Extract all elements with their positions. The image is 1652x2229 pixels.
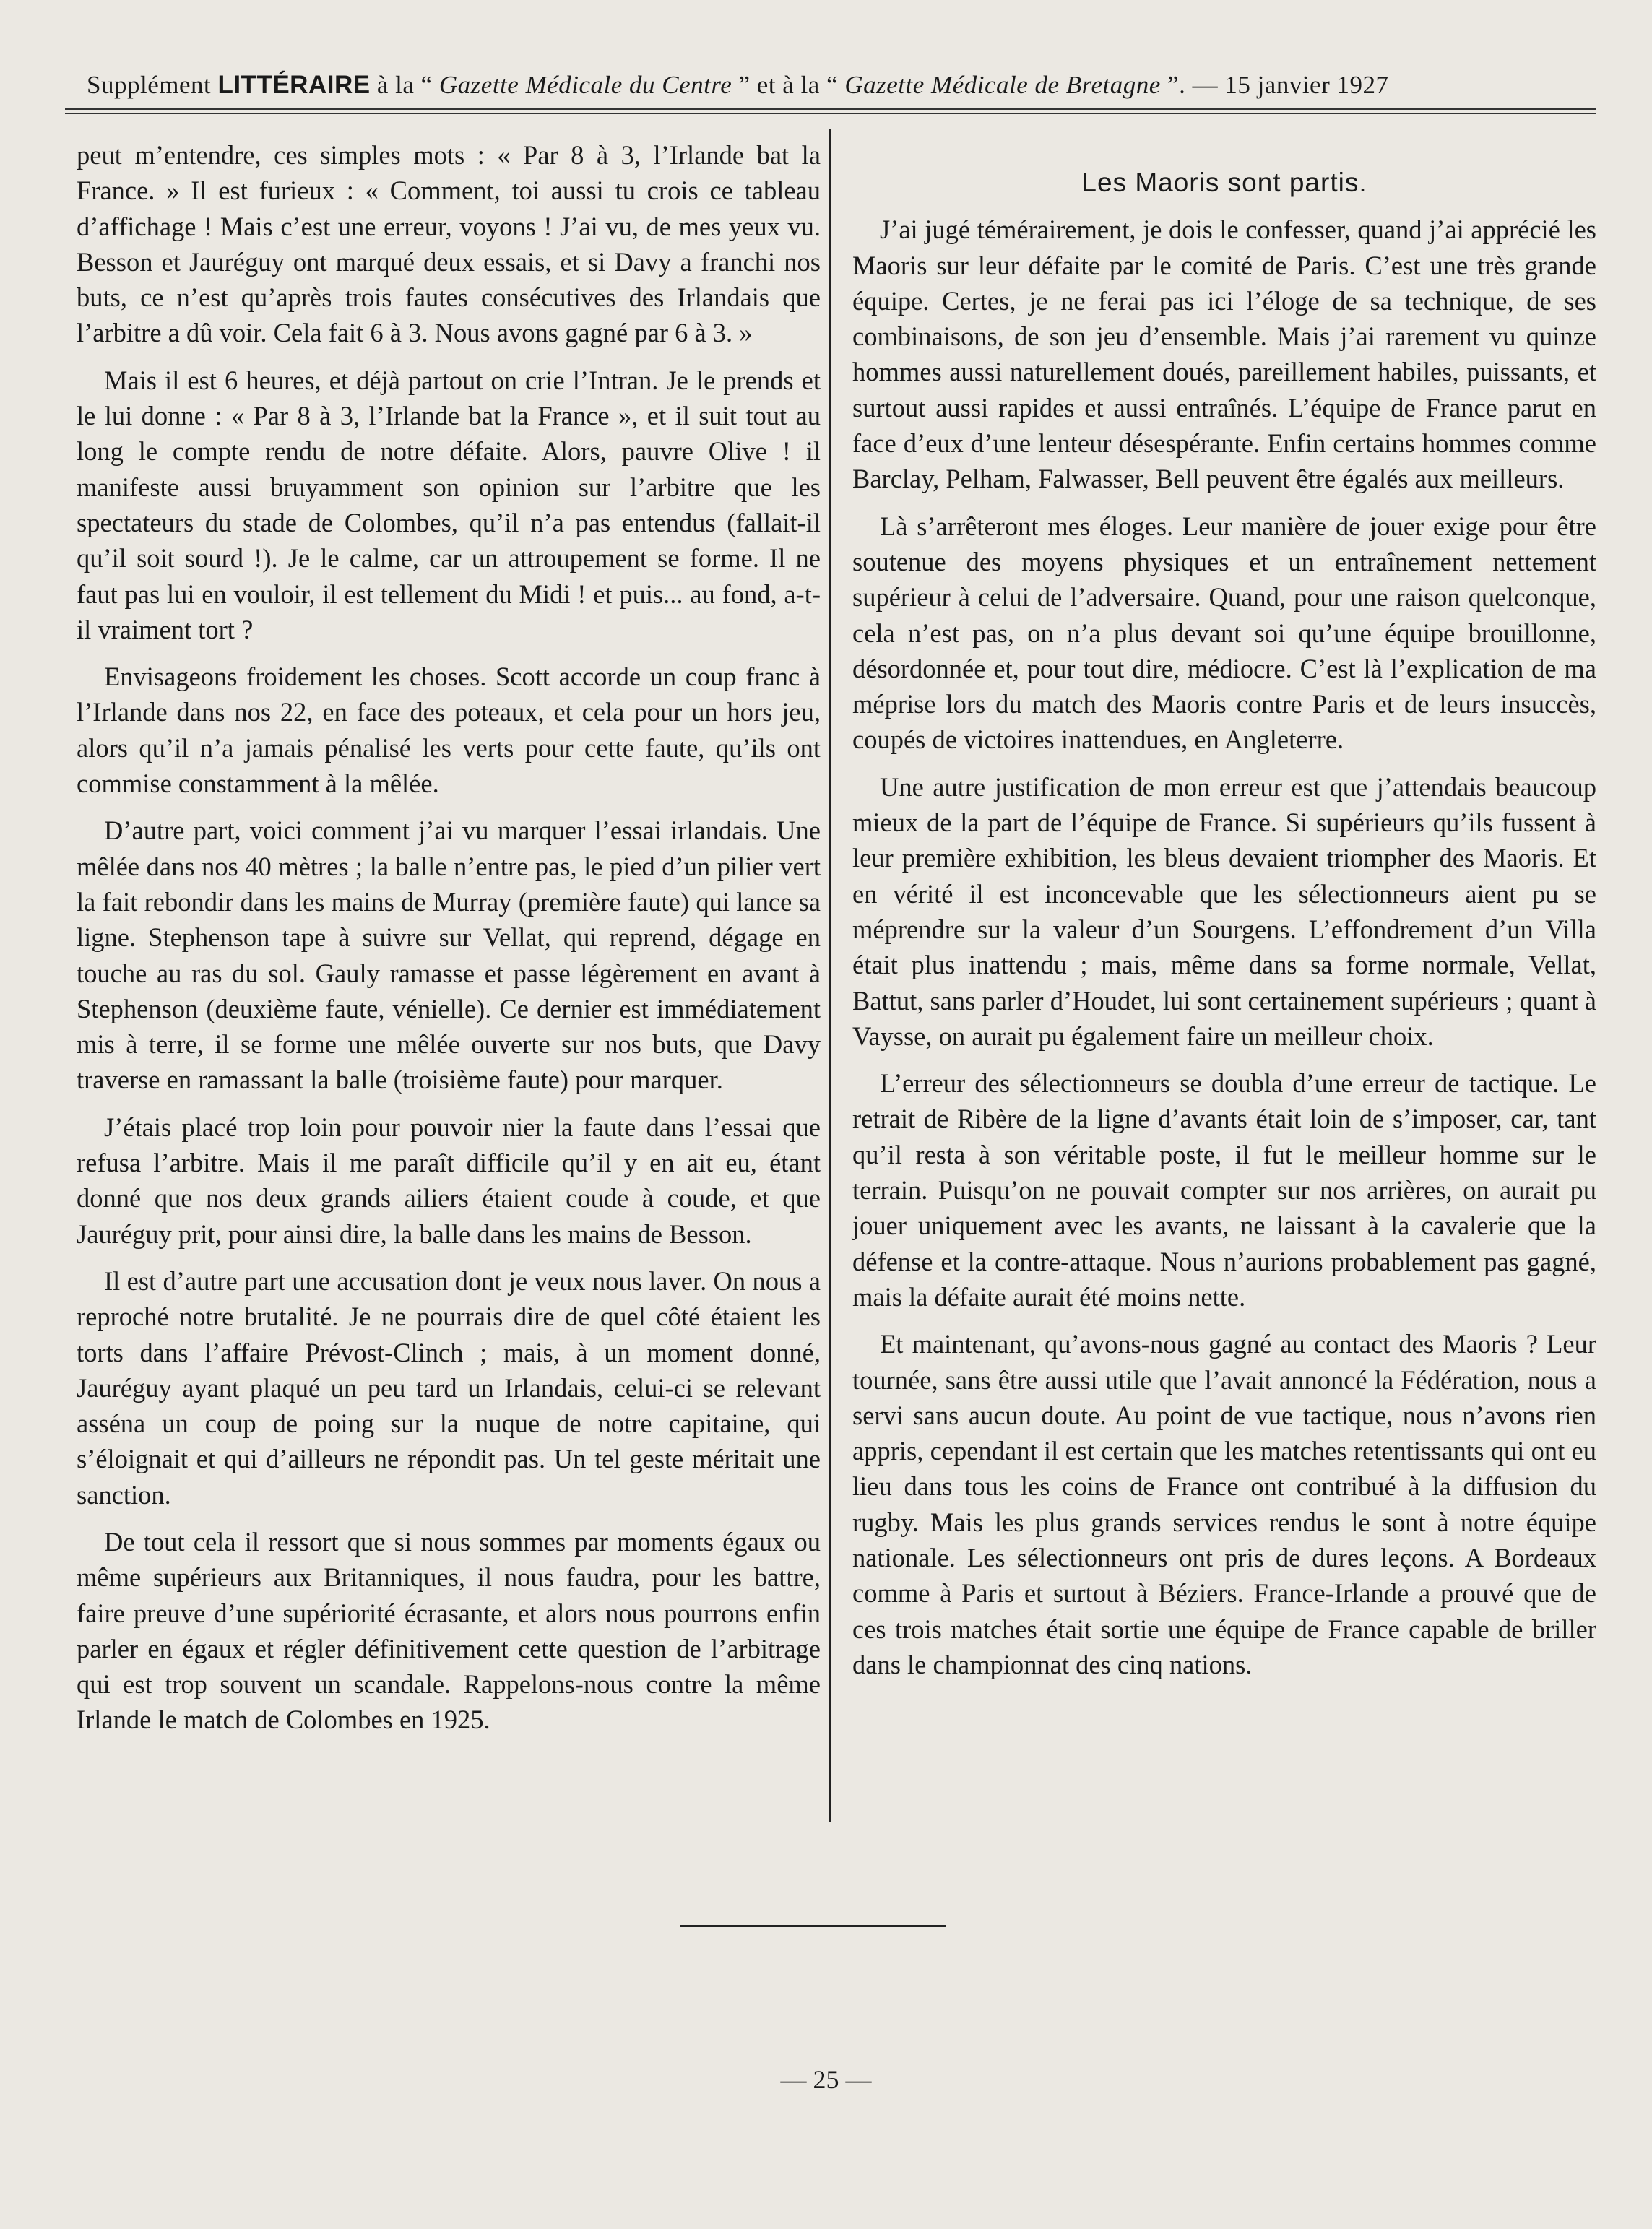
header-rule-top — [65, 108, 1596, 110]
right-paragraph-4: L’erreur des sélectionneurs se doubla d’une erreur de tactique. Le retrait de Ribère de la ligne d’avants était loin de s’imposer, car, tant qu’il resta à son véritable poste, il fut le meilleur homme sur le terrain. Puisqu’on ne pouvait compter sur nos arrières, on aurait pu jouer uniquement avec les avants, ne laissant à la cavalerie que la défense et la contre-attaque. Nous n’aurions probablement pas gagné, mais la défaite aurait été moins nette. — [852, 1068, 1596, 1312]
left-column — [77, 137, 821, 1749]
page-number: — 25 — — [780, 2065, 872, 2094]
right-column — [852, 137, 1596, 1694]
header-mid1: à la “ — [370, 71, 439, 99]
header-date: ”. — 15 janvier 1927 — [1160, 71, 1389, 99]
left-paragraph-6: Il est d’autre part une accusation dont je veux nous laver. On nous a reproché notre brutalité. Je ne pourrais dire de quel côté étaient les torts dans l’affaire Prévost-Clinch ; mais, à un moment donné, Jauréguy ayant plaqué un peu tard un Irlandais, celui-ci se relevant asséna un coup de poing sur la nuque de notre capitaine, qui s’éloignait et qui d’ailleurs ne répondit pas. Un tel geste méritait une sanction. — [77, 1265, 821, 1510]
left-paragraph-4: D’autre part, voici comment j’ai vu marquer l’essai irlandais. Une mêlée dans nos 40 mètres ; la balle n’entre pas, le pied d’un pilier vert la fait rebondir dans les mains de Murray (première faute) qui lance sa ligne. Stephenson tape à suivre sur Vellat, qui reprend, dégage en touche au ras du sol. Gauly ramasse et passe légèrement en avant à Stephenson (deuxième faute, vénielle). Ce dernier est immédiatement mis à terre, il se forme une mêlée ouverte sur nos buts, que Davy traverse en ramassant la balle (troisième faute) pour marquer. — [77, 815, 821, 1095]
header-strong: LITTÉRAIRE — [217, 71, 371, 99]
right-paragraph-5: Et maintenant, qu’avons-nous gagné au contact des Maoris ? Leur tournée, sans être aussi utile que l’avait annoncé la Fédération, nous a servi sans aucun doute. Au point de vue tactique, nous n’avons rien appris, cependant il est certain que les matches retentissants qui ont eu lieu dans tous les coins de France ont contribué à la diffusion du rugby. Mais les plus grands services rendus le sont à notre équipe nationale. Les sélectionneurs ont pris de dures leçons. A Bordeaux comme à Paris et surtout à Béziers. France-Irlande a prouvé que de ces trois matches était sortie une équipe de France capable de briller dans le championnat des cinq nations. — [852, 1329, 1596, 1679]
end-rule — [680, 1925, 946, 1927]
left-paragraph-3: Envisageons froidement les choses. Scott accorde un coup franc à l’Irlande dans nos 22, en face des poteaux, et cela pour un hors jeu, alors qu’il n’a jamais pénalisé les verts pour cette faute, qu’ils ont commise constamment à la mêlée. — [77, 662, 821, 799]
column-divider — [829, 129, 831, 1822]
header-prefix: Supplément — [87, 71, 218, 99]
right-paragraph-1: J’ai jugé témérairement, je dois le confesser, quand j’ai apprécié les Maoris sur leur défaite par le comité de Paris. C’est une très grande équipe. Certes, je ne ferai pas ici l’éloge de sa technique, de ses combinaisons, de son jeu d’ensemble. Mais j’ai rarement vu quinze hommes aussi naturellement doués, pareillement habiles, puissants, et surtout aussi rapides et aussi entraînés. L’équipe de France parut en face d’eux d’une lenteur désespérante. Enfin certains hommes comme Barclay, Pelham, Falwasser, Bell peuvent être égalés aux meilleurs. — [852, 215, 1596, 494]
left-paragraph-7: De tout cela il ressort que si nous sommes par moments égaux ou même supérieurs aux Britanniques, il nous faudra, pour les battre, faire preuve d’une supériorité écrasante, et alors nous pourrons enfin parler en égaux et régler définitivement cette question de l’arbitrage qui est trop souvent un scandale. Rappelons-nous contre la même Irlande le match de Colombes en 1925. — [77, 1526, 821, 1735]
left-paragraph-1: peut m’entendre, ces simples mots : « Par 8 à 3, l’Irlande bat la France. » Il est furieux : « Comment, toi aussi tu crois ce tableau d’affichage ! Mais c’est une erreur, voyons ! J’ai vu, de mes yeux vu. Besson et Jauréguy ont marqué deux essais, et si Davy a franchi nos buts, ce n’est qu’après trois fautes consécutives des Irlandais que l’arbitre a dû voir. Cela fait 6 à 3. Nous avons gagné par 6 à 3. » — [77, 140, 821, 348]
header-rule-bottom — [65, 113, 1596, 114]
header-gazette-bretagne: Gazette Médicale de Bretagne — [844, 71, 1161, 99]
right-paragraph-2: Là s’arrêteront mes éloges. Leur manière de jouer exige pour être soutenue des moyens physiques et un entraînement nettement supérieur à celui de l’adversaire. Quand, pour une raison quelconque, cela n’est pas, on n’a plus devant soi qu’une équipe brouillonne, désordonnée et, pour tout dire, médiocre. C’est là l’explication de ma méprise lors du match des Maoris contre Paris et de leurs insuccès, coupés de victoires inattendues, en Angleterre. — [852, 511, 1596, 755]
left-paragraph-2: Mais il est 6 heures, et déjà partout on crie l’Intran. Je le prends et le lui donne : « Par 8 à 3, l’Irlande bat la France », et il suit tout au long le compte rendu de notre défaite. Alors, pauvre Olive ! il manifeste aussi bruyamment son opinion sur l’arbitre que les spectateurs du stade de Colombes, qu’il n’a pas entendus (fallait-il qu’il soit sourd !). Je le calme, car un attroupement se forme. Il ne faut pas lui en vouloir, il est tellement du Midi ! et puis... au fond, a-t-il vraiment tort ? — [77, 365, 821, 644]
right-paragraph-3: Une autre justification de mon erreur est que j’attendais beaucoup mieux de la part de l’équipe de France. Si supérieurs qu’ils fussent à leur première exhibition, les bleus devaient triompher des Maoris. Et en vérité il est inconcevable que les sélectionneurs aient pu se méprendre sur la valeur d’un Sourgens. L’effondrement d’un Villa était plus inattendu ; mais, même dans sa forme normale, Vellat, Battut, sans parler d’Houdet, lui sont certainement supérieurs ; quant à Vaysse, on aurait pu également faire un meilleur choix. — [852, 771, 1596, 1051]
page-header — [87, 71, 1596, 100]
left-paragraph-5: J’étais placé trop loin pour pouvoir nier la faute dans l’essai que refusa l’arbitre. Mais il me paraît difficile qu’il y en ait eu, étant donné que nos deux grands ailiers étaient coude à coude, et que Jauréguy prit, pour ainsi dire, la balle dans les mains de Besson. — [77, 1112, 821, 1249]
header-gazette-centre: Gazette Médicale du Centre — [438, 71, 732, 99]
section-title: Les Maoris sont partis. — [1081, 168, 1367, 197]
header-mid2: ” et à la “ — [732, 71, 845, 99]
